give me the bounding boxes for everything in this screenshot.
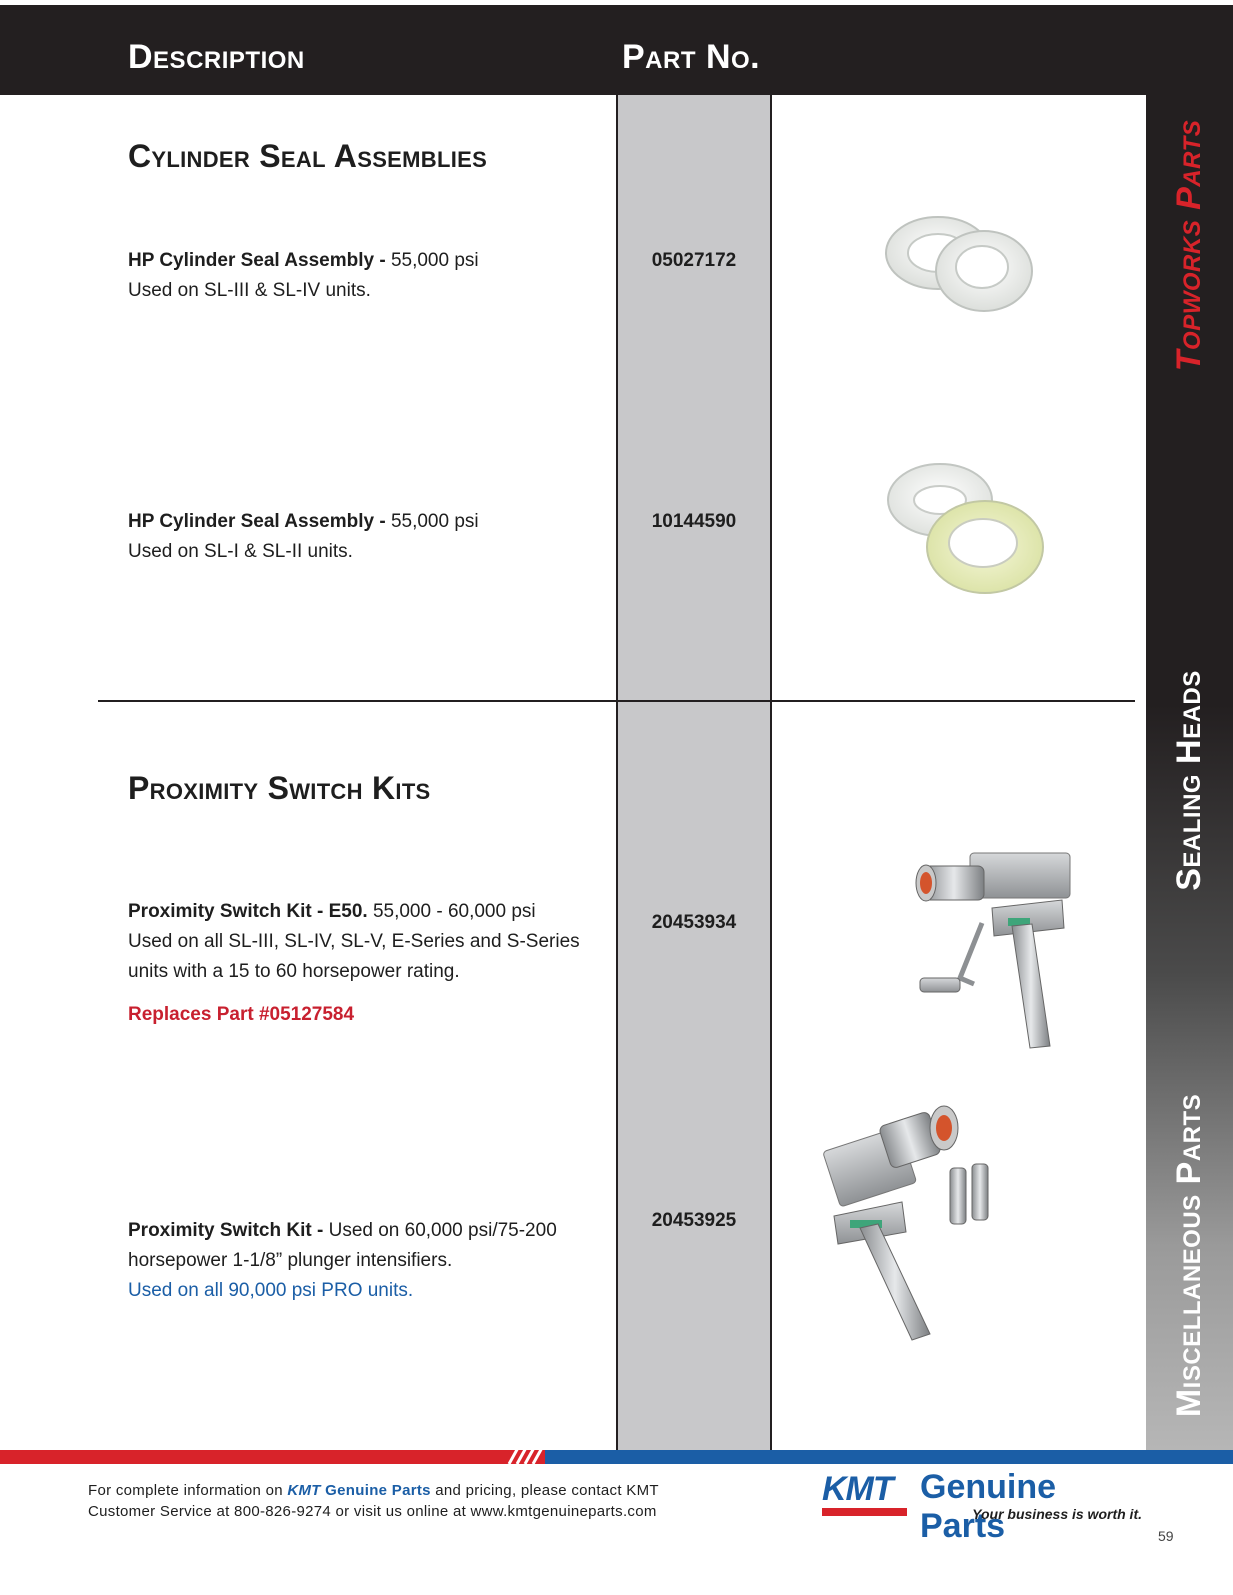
item-description bbox=[128, 1216, 598, 1276]
item-usage: Used on all SL-III, SL-IV, SL-V, E-Series and S-Series units with a 15 to 60 horsepower rating. bbox=[128, 931, 580, 982]
footer-contact-line: Customer Service at 800-826-9274 or visit us online at www.kmtgenuineparts.com bbox=[88, 1503, 657, 1520]
kmt-genuine-parts-logo bbox=[822, 1468, 1142, 1545]
proximity-switch-image bbox=[822, 1098, 1012, 1348]
side-tab-miscellaneous[interactable] bbox=[1146, 1070, 1233, 1440]
item-spec: 55,000 psi bbox=[385, 250, 479, 271]
cylinder-seal-image bbox=[876, 205, 1046, 320]
side-tab-sealing-heads[interactable] bbox=[1146, 660, 1233, 900]
proximity-switch-image bbox=[912, 848, 1088, 1058]
item-name: HP Cylinder Seal Assembly - bbox=[128, 250, 386, 271]
item-description bbox=[128, 246, 598, 306]
part-number-column bbox=[616, 95, 772, 1450]
footer-stripe-blue bbox=[545, 1450, 1233, 1464]
logo-red-bar bbox=[822, 1508, 907, 1516]
item-name: Proximity Switch Kit - E50. bbox=[128, 901, 368, 922]
footer-kmt-mark: KMT bbox=[287, 1482, 321, 1499]
part-number: 05027172 bbox=[651, 250, 737, 271]
item-description bbox=[128, 507, 598, 567]
logo-tagline: Your business is worth it. bbox=[972, 1506, 1142, 1522]
item-name: HP Cylinder Seal Assembly - bbox=[128, 511, 386, 532]
logo-kmt-mark: KMT bbox=[822, 1470, 893, 1508]
section-title-cylinder-seal: Cylinder Seal Assemblies bbox=[128, 138, 488, 174]
item-spec: 55,000 - 60,000 psi bbox=[367, 901, 536, 922]
item-usage: Used on SL-I & SL-II units. bbox=[128, 541, 353, 562]
item-spec: 55,000 psi bbox=[385, 511, 479, 532]
part-no-column-header: Part No. bbox=[622, 38, 761, 76]
part-number: 20453925 bbox=[651, 1210, 737, 1231]
part-number: 20453934 bbox=[651, 912, 737, 933]
item-name: Proximity Switch Kit - bbox=[128, 1220, 324, 1241]
footer-stripe-hatch bbox=[505, 1444, 545, 1464]
item-usage: Used on SL-III & SL-IV units. bbox=[128, 280, 371, 301]
side-tab-sealing-label: Sealing Heads bbox=[1170, 669, 1208, 891]
page-number: 59 bbox=[1158, 1528, 1174, 1544]
part-number: 10144590 bbox=[651, 511, 737, 532]
replaces-part-note: Replaces Part #05127584 bbox=[128, 1004, 355, 1025]
footer-brand-name: Genuine Parts bbox=[320, 1482, 431, 1499]
item-description bbox=[128, 897, 598, 987]
cylinder-seal-image bbox=[880, 455, 1050, 605]
side-tab-topworks-label: Topworks Parts bbox=[1170, 119, 1208, 371]
usage-note: Used on all 90,000 psi PRO units. bbox=[128, 1280, 414, 1301]
footer-text-post: and pricing, please contact KMT bbox=[430, 1482, 659, 1499]
footer-stripe-red bbox=[0, 1450, 545, 1464]
side-tab-topworks[interactable] bbox=[1146, 90, 1233, 400]
footer-contact-text bbox=[88, 1480, 659, 1522]
description-column-header: Description bbox=[128, 38, 305, 76]
side-tab-misc-label: Miscellaneous Parts bbox=[1170, 1093, 1209, 1417]
logo-genuine-parts-text: Genuine Parts bbox=[920, 1468, 1057, 1545]
section-divider bbox=[98, 700, 1135, 702]
item-spec: Used on 60,000 psi/75-200 horsepower 1-1/8” plunger intensifiers. bbox=[128, 1220, 557, 1271]
footer-text-pre: For complete information on bbox=[88, 1482, 288, 1499]
section-title-proximity-switch: Proximity Switch Kits bbox=[128, 770, 431, 806]
